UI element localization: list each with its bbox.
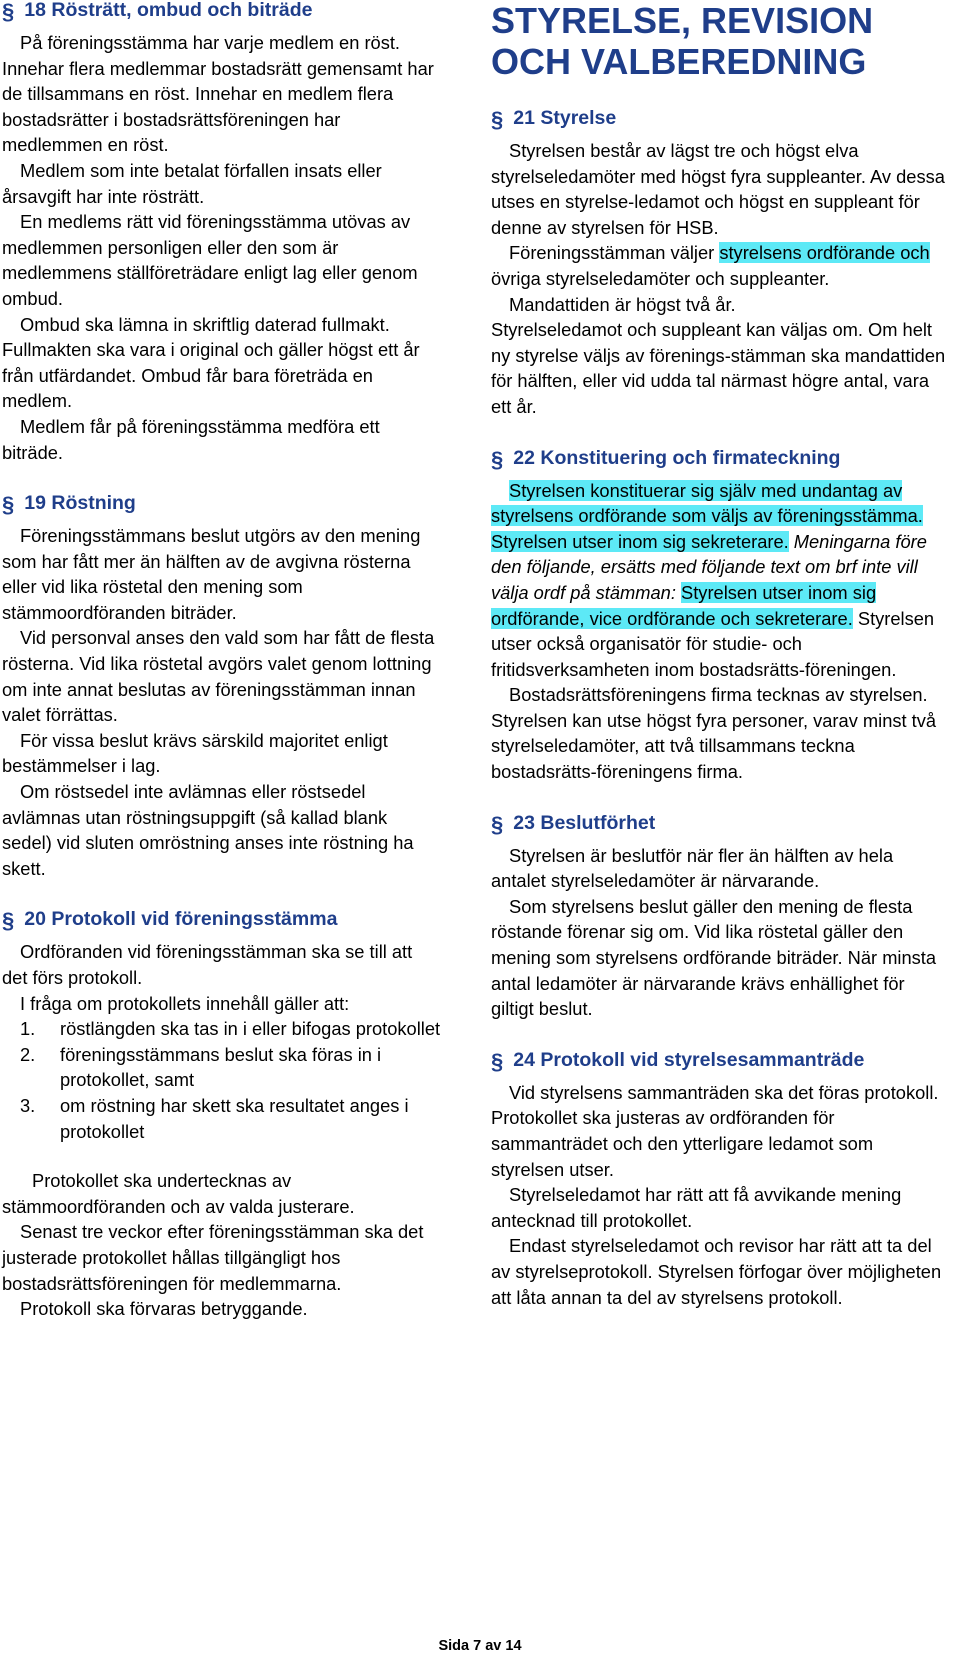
highlighted-text: Styrelsen utser inom sig ordförande, vice ordförande och sekreterare. [491,581,877,629]
s22-paragraph-2: Bostadsrättsföreningens firma tecknas av styrelsen. Styrelsen kan utse högst fyra personer, varav minst två styrelseledamöter, att två tillsammans teckna bostadsrätts-föreningens firma. [491,684,937,783]
s21-paragraph-2 [491,240,951,291]
list-item-text: föreningsstämmans beslut ska föras in i protokollet, samt [60,1043,382,1091]
section-19-heading [2,491,442,518]
s22-paragraph-1 [491,478,951,683]
section-22-title: 22 Konstituering och firmateckning [513,446,841,469]
s22-p1-tail: Styrelsen utser också organisatör för studie- och fritidsverksamheten inom bostadsrätts-föreningen. [491,607,935,680]
s18-paragraph-5: Medlem får på föreningsstämma medföra ett biträde. [2,415,380,463]
left-column [2,0,442,1322]
s19-paragraph-1: Föreningsstämmans beslut utgörs av den mening som har fått mer än hälften av de avgivna rösterna eller vid lika röstetal den mening som stämmoordföranden biträder. [2,525,421,623]
section-sign-icon: § [2,908,15,934]
list-item [2,1016,442,1042]
section-23-heading [491,811,951,835]
section-21-title: 21 Styrelse [513,107,617,129]
section-23-title: 23 Beslutförhet [513,811,656,834]
section-sign-icon: § [491,446,504,472]
s21-paragraph-1: Styrelsen består av lägst tre och högst elva styrelseledamöter med högst fyra suppleanter. Av dessa utses en styrelse-ledamot och högst en suppleant för denne av styrelsen för HSB. [491,140,945,238]
list-item [2,1093,442,1144]
list-item-number: 3. [20,1094,36,1116]
s24-paragraph-3: Endast styrelseledamot och revisor har rätt att ta del av styrelseprotokoll. Styrelsen förfogar över möjligheten att låta annan ta del av styrelsens protokoll. [491,1235,942,1308]
section-24-heading [491,1048,951,1072]
s18-paragraph-1: På föreningsstämma har varje medlem en röst. Innehar flera medlemmar bostadsrätt gemensamt har de tillsammans en röst. Innehar en medlem flera bostadsrätter i bostadsrättsföreningen har medlemmen en röst. [2,32,434,156]
list-item-number: 2. [20,1043,36,1065]
section-sign-icon: § [491,1048,504,1074]
s20-paragraph-2: I fråga om protokollets innehåll gäller att: [20,992,350,1014]
highlighted-text: styrelsens ordförande och [719,242,930,264]
section-sign-icon: § [2,492,15,518]
section-sign-icon: § [2,0,15,24]
s24-paragraph-1: Vid styrelsens sammanträden ska det föras protokoll. Protokollet ska justeras av ordföranden för sammanträdet och den ytterligare ledamot som styrelsen utser. [491,1081,939,1180]
right-column [491,0,951,1310]
s23-paragraph-1: Styrelsen är beslutför när fler än hälften av hela antalet styrelseledamöter är närvarande. [491,844,894,892]
chapter-heading: STYRELSE, REVISION OCH VALBEREDNING [491,0,874,82]
s19-paragraph-2: Vid personval anses den vald som har fått de flesta rösterna. Vid lika röstetal avgörs valet genom lottning om inte annat beslutas av föreningsstämman innan valet förrättas. [2,627,435,726]
section-sign-icon: § [491,811,504,837]
section-18-heading [2,0,442,22]
s20-paragraph-1: Ordföranden vid föreningsstämman ska se till att det förs protokoll. [2,941,413,988]
section-22-heading [491,446,951,470]
section-18-title: 18 Rösträtt, ombud och biträde [24,0,313,21]
s20-paragraph-5: Protokoll ska förvaras betryggande. [20,1298,308,1320]
s18-paragraph-3: En medlems rätt vid föreningsstämma utövas av medlemmen personligen eller den som är medlemmens ställföreträdare enligt lag eller genom ombud. [2,211,418,309]
section-20-title: 20 Protokoll vid föreningsstämma [24,908,338,931]
section-21-heading [491,106,951,130]
s23-paragraph-2: Som styrelsens beslut gäller den mening de flesta röstande förenar sig om. Vid lika röstetal gäller den mening som styrelsens ordförande biträder. När minsta antal ledamöter är närvarande krävs enhällighet för giltigt beslut. [491,895,937,1020]
highlighted-text: Styrelsen konstituerar sig själv med undantag av styrelsens ordförande som väljs av föreningsstämma. Styrelsen utser inom sig sekreterare. [491,479,923,552]
s20-list [2,1016,442,1144]
s24-paragraph-2: Styrelseledamot har rätt att få avvikande mening antecknad till protokollet. [491,1184,902,1231]
list-item-text: om röstning har skett ska resultatet anges i protokollet [60,1094,409,1142]
s19-paragraph-3: För vissa beslut krävs särskild majoritet enligt bestämmelser i lag. [2,729,388,777]
list-item-number: 1. [20,1018,36,1040]
s21-paragraph-3: Mandattiden är högst två år. [509,293,736,315]
section-20-heading [2,907,442,934]
s21-p2-end: övriga styrelseledamöter och suppleanter. [491,267,830,289]
s21-p2-start: Föreningsstämman väljer [509,242,720,264]
s18-paragraph-4: Ombud ska lämna in skriftlig daterad fullmakt. Fullmakten ska vara i original och gäller högst ett år från utfärdandet. Ombud får bara företräda en medlem. [2,313,420,412]
list-item [2,1042,442,1093]
s20-paragraph-3: Protokollet ska undertecknas av stämmoordföranden och av valda justerare. [2,1170,355,1217]
page-number: Sida 7 av 14 [438,1638,522,1654]
s20-paragraph-4: Senast tre veckor efter föreningsstämman ska det justerade protokollet hållas tillgängligt hos bostadsrättsföreningen för medlemmarna. [2,1221,424,1294]
s18-paragraph-2: Medlem som inte betalat förfallen insats eller årsavgift har inte rösträtt. [2,159,382,207]
list-item-text: röstlängden ska tas in i eller bifogas protokollet [60,1018,441,1040]
italic-note: Meningarna före den följande, ersätts med följande text om brf inte vill välja ordf på stämman: [491,530,927,603]
s19-paragraph-4: Om röstsedel inte avlämnas eller röstsedel avlämnas utan röstningsuppgift (så kallad blank sedel) vid sluten omröstning anses inte röstning ha skett. [2,781,414,879]
section-24-title: 24 Protokoll vid styrelsesammanträde [513,1048,865,1071]
section-sign-icon: § [491,107,504,132]
s21-paragraph-4: Styrelseledamot och suppleant kan väljas om. Om helt ny styrelse väljs av förenings-stämman ska mandattiden för hälften, eller vid udda tal närmast högre antal, vara ett år. [491,319,946,417]
section-19-title: 19 Röstning [24,492,136,515]
